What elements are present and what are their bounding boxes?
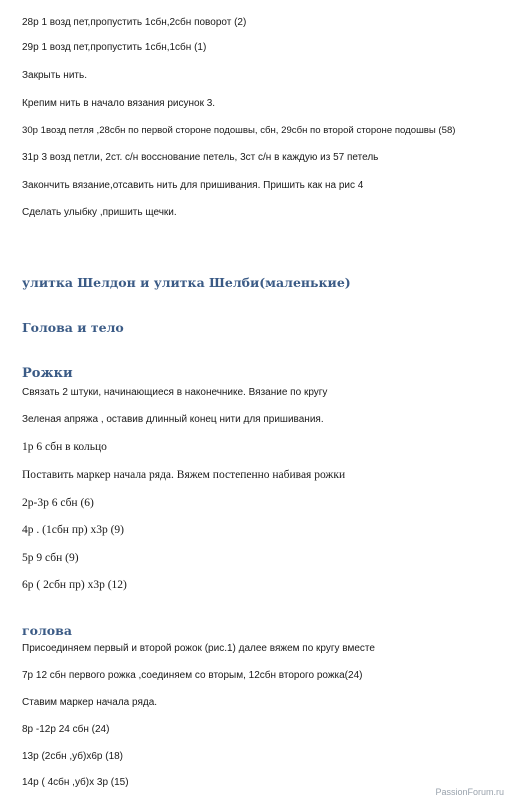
- heading-head-body: Голова и тело: [22, 320, 124, 335]
- text-horns-intro: Связать 2 штуки, начинающиеся в наконечнике. Вязание по кругу: [22, 387, 328, 398]
- text-finish: Закончить вязание,отсавить нить для пришивания. Пришить как на рис 4: [22, 180, 364, 191]
- text-marker-head: Ставим маркер начала ряда.: [22, 697, 158, 708]
- watermark: PassionForum.ru: [435, 787, 504, 797]
- text-marker: Поставить маркер начала ряда. Вяжем постепенно набивая рожки: [22, 469, 346, 481]
- text-row-30: 30р 1возд петля ,28сбн по первой стороне подошвы, сбн, 29сбн по второй стороне подошвы (58): [22, 125, 456, 136]
- text-row-6: 6р ( 2сбн пр) х3р (12): [22, 579, 127, 591]
- text-row-2-3: 2р-3р 6 сбн (6): [22, 497, 94, 509]
- text-row-31: 31р 3 возд петли, 2ст. с/н восснование петель, 3ст с/н в каждую из 57 петель: [22, 152, 379, 163]
- text-row-4: 4р . (1сбн пр) х3р (9): [22, 524, 124, 536]
- text-row-28: 28р 1 возд пет,пропустить 1сбн,2сбн поворот (2): [22, 17, 247, 28]
- text-row-13: 13р (2сбн ,уб)х6р (18): [22, 751, 124, 762]
- text-row-5: 5р 9 сбн (9): [22, 552, 79, 564]
- text-smile: Сделать улыбку ,пришить щечки.: [22, 207, 177, 218]
- heading-head: голова: [22, 623, 72, 638]
- text-row-8-12: 8р -12р 24 сбн (24): [22, 724, 110, 735]
- text-row-29: 29р 1 возд пет,пропустить 1сбн,1сбн (1): [22, 42, 207, 53]
- heading-snails: улитка Шелдон и улитка Шелби(маленькие): [22, 275, 351, 290]
- text-row-7: 7р 12 сбн первого рожка ,соединяем со вторым, 12сбн второго рожка(24): [22, 670, 363, 681]
- text-row-14: 14р ( 4сбн ,уб)х 3р (15): [22, 777, 129, 788]
- text-attach-thread: Крепим нить в начало вязания рисунок 3.: [22, 98, 216, 109]
- text-horns-yarn: Зеленая апряжа , оставив длинный конец нити для пришивания.: [22, 414, 324, 425]
- heading-horns: Рожки: [22, 366, 73, 381]
- text-close-thread: Закрыть нить.: [22, 70, 87, 81]
- text-join-horns: Присоединяем первый и второй рожок (рис.1) далее вяжем по кругу вместе: [22, 643, 375, 654]
- text-row-1: 1р 6 сбн в кольцо: [22, 441, 107, 453]
